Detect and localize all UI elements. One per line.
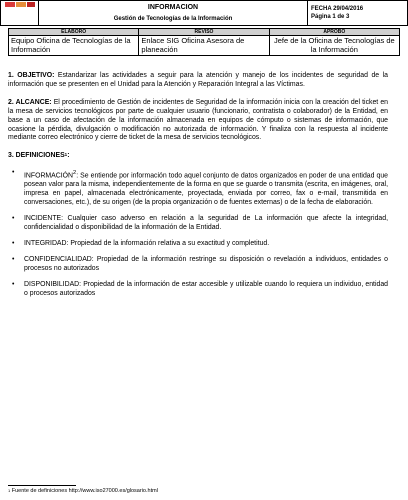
- document-process: Gestión de Tecnologías de la Información: [113, 16, 233, 22]
- definition-term: CONFIDENCIALIDAD: [24, 255, 92, 263]
- definition-text: : Propiedad de la información restringe su disposición o revelación a individuos, entidades o procesos no autorizados: [24, 255, 388, 272]
- bullet-icon: •: [12, 255, 15, 263]
- document-title: INFORMACIÓN: [147, 4, 199, 11]
- definition-footnote-ref: 2: [73, 170, 77, 177]
- alcance-section: [8, 99, 388, 144]
- definition-text: : Se entiende por información todo aquel conjunto de datos organizados en poder de una entidad que posean valor para la misma, independientemente de la forma en que se guarde o transmita (escrita, en imágenes, oral, impresa en papel, almacenada electrónicamente, proyectada, enviada por correo, fax o e-mail, transmitida en conversaciones, etc.), de su origen (de la propia organización o de fuentes externas) o de la fecha de elaboración.: [24, 172, 388, 207]
- definition-term: DISPONIBILIDAD: [24, 280, 80, 288]
- document-date: FECHA 29/04/2016: [311, 6, 364, 12]
- reviso-value: Enlace SIG Oficina Asesora de planeación: [139, 36, 269, 56]
- alcance-label: 2. ALCANCE:: [8, 98, 52, 106]
- footnote-number: 1: [8, 488, 11, 493]
- definition-text: : Propiedad de la información relativa a su exactitud y completitud.: [66, 239, 270, 247]
- definition-item: [8, 215, 388, 233]
- definition-term: INCIDENTE: [24, 215, 62, 223]
- footnote-ref: 1: [64, 152, 68, 158]
- objetivo-label: 1. OBJETIVO:: [8, 72, 55, 79]
- definition-term: INTEGRIDAD: [24, 239, 67, 247]
- col-aprobo: APROBÓ: [269, 29, 399, 36]
- footnote: [8, 488, 158, 494]
- document-body: [8, 72, 388, 306]
- aprobo-value: Jefe de la Oficina de Tecnologías de la Información: [269, 36, 399, 56]
- objetivo-section: [8, 72, 388, 90]
- definiciones-label: 3. DEFINICIONES: [8, 152, 65, 160]
- col-elaboro: ELABORÓ: [9, 29, 139, 36]
- definition-item: [8, 169, 388, 208]
- header-title-cell: [39, 1, 308, 26]
- bullet-icon: •: [12, 280, 15, 288]
- footnote-text: Fuente de definiciones http://www.iso27000.es/glosario.html: [10, 488, 158, 494]
- objetivo-text: Estandarizar las actividades a seguir para la atención y manejo de los incidentes de seguridad de la información que se presenten en el Unidad para la Atención y Reparación Integral a las Víctimas.: [8, 72, 388, 88]
- alcance-text: El procedimiento de Gestión de incidentes de Seguridad de la información inicia con la creación del ticket en la mesa de servicios tecnológicos por parte de cualquier usuario (funcionario, contratista o colaborador) de la Entidad, en base a un caso de afectación de la información almacenada en equipos de cómputo o sistemas de información, que ocasione la pérdida, divulgación o modificación no autorizada de información. Y finaliza con la respuesta al incidente mediante correo electrónico y cierre de ticket de la mesa de servicios tecnológicos.: [8, 98, 388, 142]
- definition-term: INFORMACIÓN: [24, 172, 73, 180]
- definition-item: [8, 256, 388, 274]
- document-header: [0, 0, 408, 26]
- footnote-divider: [8, 485, 76, 486]
- definition-text: : Cualquier caso adverso en relación a la seguridad de La información que afecte la integridad, confidencialidad o disponibilidad de la información de la Entidad.: [24, 215, 388, 232]
- logo-cell: [1, 1, 39, 26]
- definition-item: [8, 240, 388, 249]
- bullet-icon: •: [12, 239, 15, 247]
- header-meta-cell: [308, 1, 408, 26]
- bullet-icon: •: [12, 169, 15, 177]
- entity-logo: [5, 2, 35, 10]
- col-reviso: REVISÓ: [139, 29, 269, 36]
- elaboro-value: Equipo Oficina de Tecnologías de la Información: [9, 36, 139, 56]
- approval-table: [8, 28, 400, 56]
- definiciones-heading: [8, 152, 388, 161]
- definition-text: : Propiedad de la información de estar accesible y utilizable cuando lo requiera un individuo, entidad o procesos autorizados: [24, 280, 388, 297]
- definiciones-colon: :: [67, 152, 70, 160]
- bullet-icon: •: [12, 215, 15, 223]
- definition-item: [8, 281, 388, 299]
- page-number: Página 1 de 3: [311, 14, 350, 20]
